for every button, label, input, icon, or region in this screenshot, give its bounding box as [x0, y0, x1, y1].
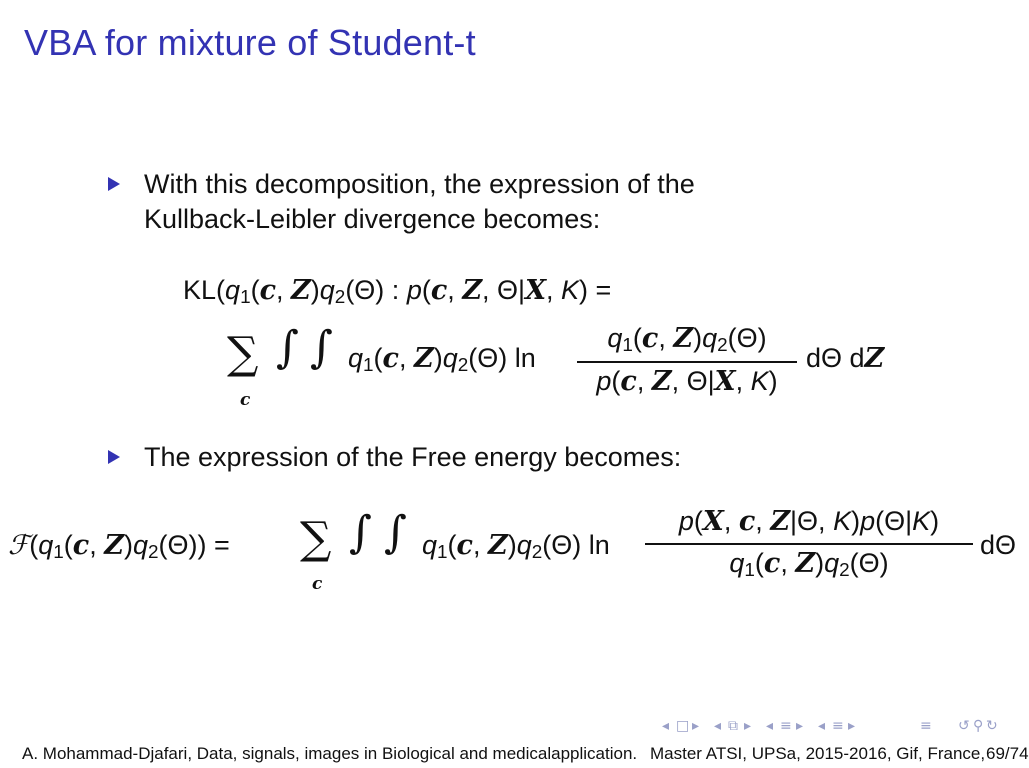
kl-equation-line1: $KL(q_1(c$, $Z)q_2(\Theta)$ : p(c, Z, Θ|X, K) =	[183, 275, 612, 309]
nav-search-icon[interactable]: ↻	[986, 718, 998, 734]
integral-symbol: ∫	[384, 507, 407, 558]
nav-section-left-icon[interactable]: ◂	[818, 718, 826, 734]
nav-search-icon[interactable]: ⚲	[973, 718, 984, 734]
integral-symbol: ∫	[276, 322, 299, 373]
bullet-text-line1: The expression of the Free energy becomes:	[144, 442, 682, 472]
bullet-text-line1: With this decomposition, the expression of the	[144, 169, 695, 199]
free-energy-denominator: $q_1(c$, $Z)q_2(\Theta)$	[729, 548, 889, 582]
nav-section-icon[interactable]: ≡	[832, 718, 844, 734]
sum-index: c	[240, 390, 251, 410]
nav-section-left-icon[interactable]: ◂	[766, 718, 774, 734]
free-energy-numerator: p(X, c, Z|Θ, K)p(Θ|K)	[678, 506, 940, 537]
sum-index: c	[312, 574, 323, 594]
page-number: 69/74	[986, 744, 1029, 763]
nav-section-right-icon[interactable]: ▸	[796, 718, 804, 734]
beamer-navigation	[662, 718, 1002, 738]
fraction-line	[645, 543, 973, 545]
footer-author: A. Mohammad-Djafari, Data, signals, images in Biological and medicalapplication.	[22, 744, 638, 763]
integral-symbol: ∫	[349, 507, 372, 558]
free-energy-integrand: $q_1(c$, $Z)q_2(\Theta)$ ln	[422, 530, 610, 564]
nav-subsection-right-icon[interactable]: ▸	[744, 718, 752, 734]
free-energy-lhs: $ℱ(q_1(c$, $Z)q_2(\Theta)$) =	[8, 530, 230, 564]
sum-symbol: ∑	[300, 513, 332, 564]
kl-numerator: $q_1(c$, $Z)q_2(\Theta)$	[607, 323, 767, 357]
free-energy-differential: dΘ	[980, 530, 1017, 560]
nav-section-right-icon[interactable]: ▸	[848, 718, 856, 734]
triangle-bullet-icon	[108, 177, 120, 191]
nav-search-icon[interactable]: ↺	[958, 718, 970, 734]
bullet-text-line2: Kullback-Leibler divergence becomes:	[144, 204, 601, 234]
nav-frame-icon[interactable]: □	[676, 718, 690, 734]
sum-symbol: ∑	[227, 328, 259, 379]
nav-right-icon[interactable]: ▸	[692, 718, 700, 734]
triangle-bullet-icon	[108, 450, 120, 464]
nav-left-icon[interactable]: ◂	[662, 718, 670, 734]
kl-denominator: p(c, Z, Θ|X, K)	[596, 366, 778, 397]
integral-symbol: ∫	[310, 322, 333, 373]
slide-title: VBA for mixture of Student-t	[24, 22, 476, 63]
nav-frame-icon[interactable]: ⧉	[728, 718, 738, 734]
fraction-line	[577, 361, 797, 363]
kl-integrand: $q_1(c$, $Z)q_2(\Theta)$ ln	[348, 343, 536, 377]
nav-align-icon[interactable]: ≡	[920, 718, 932, 734]
footer-course: Master ATSI, UPSa, 2015-2016, Gif, France,	[650, 744, 986, 763]
nav-subsection-left-icon[interactable]: ◂	[714, 718, 722, 734]
kl-differentials: dΘ dZ	[806, 343, 885, 374]
nav-section-icon[interactable]: ≡	[780, 718, 792, 734]
